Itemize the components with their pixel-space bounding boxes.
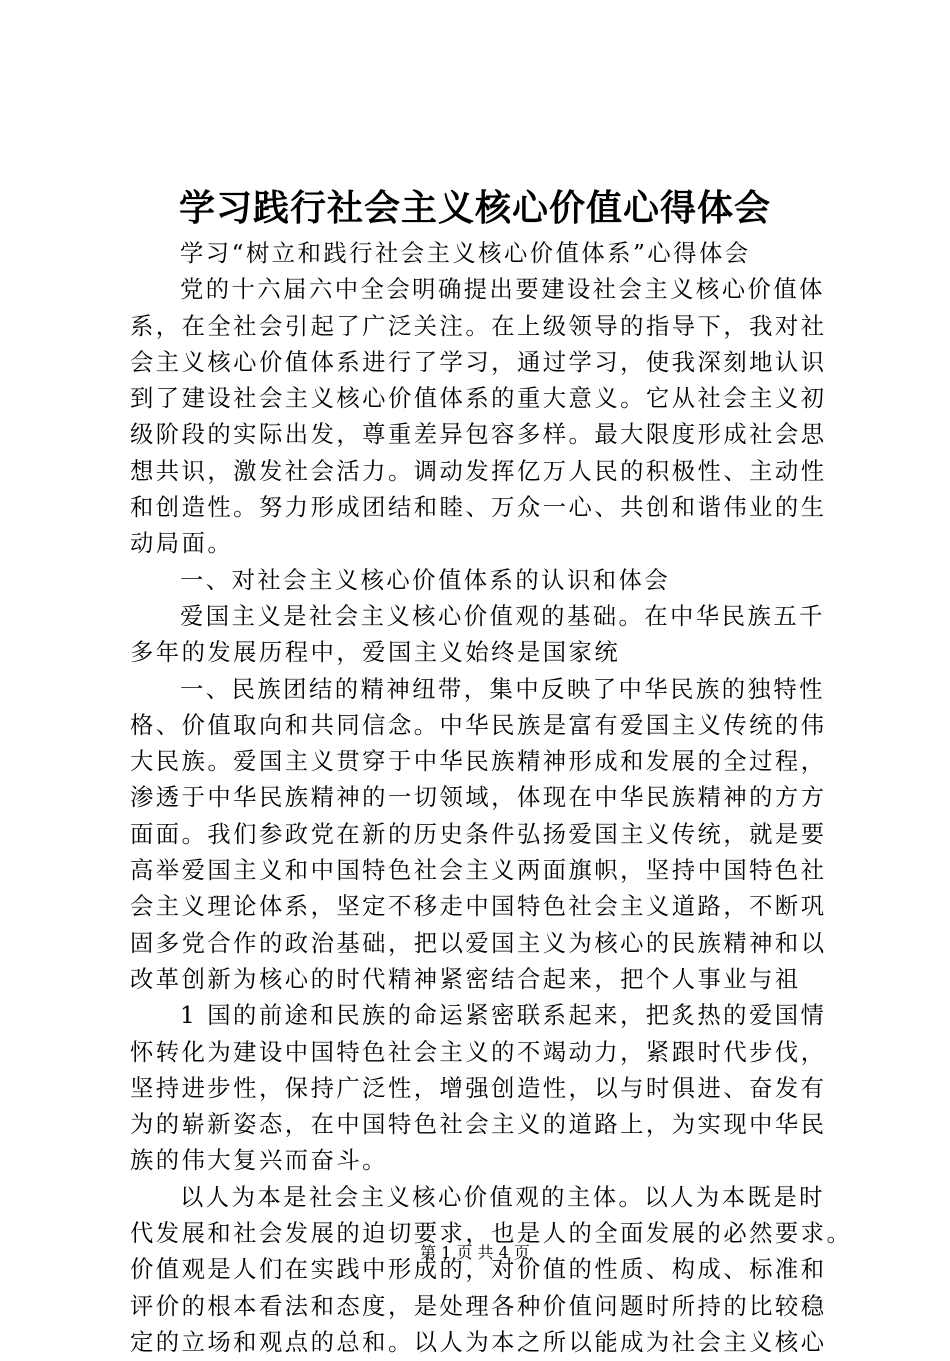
document-body [130,236,853,1361]
paragraph-line: 级阶段的实际出发，尊重差异包容多样。最大限度形成社会思 [130,421,827,449]
paragraph-line: 坚持进步性，保持广泛性，增强创造性，以与时俱进、奋发有 [130,1074,827,1102]
paragraph-line: 会主义核心价值体系进行了学习，通过学习，使我深刻地认识 [130,348,827,376]
paragraph-line: 爱国主义是社会主义核心价值观的基础。在中华民族五千 [180,602,825,630]
paragraph-line: 1 国的前途和民族的命运紧密联系起来，把炙热的爱国情 [180,1002,827,1030]
paragraph-line: 评价的根本看法和态度，是处理各种价值问题时所持的比较稳 [130,1292,827,1320]
paragraph-line: 为的崭新姿态，在中国特色社会主义的道路上，为实现中华民 [130,1111,827,1139]
paragraph-line: 怀转化为建设中国特色社会主义的不竭动力，紧跟时代步伐， [130,1038,827,1066]
paragraph-line: 想共识，激发社会活力。调动发挥亿万人民的积极性、主动性 [130,457,827,485]
paragraph-line: 价值观是人们在实践中形成的，对价值的性质、构成、标准和 [130,1256,827,1284]
paragraph-line: 高举爱国主义和中国特色社会主义两面旗帜，坚持中国特色社 [130,857,827,885]
paragraph-line: 族的伟大复兴而奋斗。 [130,1147,388,1175]
document-subtitle: 学习“树立和践行社会主义核心价值体系”心得体会 [180,240,751,267]
paragraph-line: 定的立场和观点的总和。以人为本之所以能成为社会主义核心 [130,1328,827,1356]
paragraph-line: 改革创新为核心的时代精神紧密结合起来，把个人事业与祖 [130,965,801,993]
paragraph-line: 会主义理论体系，坚定不移走中国特色社会主义道路，不断巩 [130,893,827,921]
paragraph-line: 到了建设社会主义核心价值体系的重大意义。它从社会主义初 [130,385,827,413]
paragraph-line: 渗透于中华民族精神的一切领域，体现在中华民族精神的方方 [130,784,827,812]
paragraph-line: 党的十六届六中全会明确提出要建设社会主义核心价值体 [180,276,825,304]
paragraph-line: 动局面。 [130,530,234,558]
page-number-footer: 第 1 页 共 4 页 [420,1243,530,1262]
paragraph-line: 多年的发展历程中，爱国主义始终是国家统 [130,639,621,667]
paragraph-line: 一、民族团结的精神纽带，集中反映了中华民族的独特性 [180,675,825,703]
paragraph-line: 格、价值取向和共同信念。中华民族是富有爱国主义传统的伟 [130,711,827,739]
paragraph-line: 面面。我们参政党在新的历史条件弘扬爱国主义传统，就是要 [130,820,827,848]
paragraph-line: 固多党合作的政治基础，把以爱国主义为核心的民族精神和以 [130,929,827,957]
paragraph-line: 代发展和社会发展的迫切要求，也是人的全面发展的必然要求。 [130,1220,853,1248]
section-heading: 一、对社会主义核心价值体系的认识和体会 [180,566,671,594]
document-title: 学习践行社会主义核心价值心得体会 [178,187,771,229]
paragraph-line: 和创造性。努力形成团结和睦、万众一心、共创和谐伟业的生 [130,494,827,522]
paragraph-line: 大民族。爱国主义贯穿于中华民族精神形成和发展的全过程， [130,748,827,776]
paragraph-line: 系，在全社会引起了广泛关注。在上级领导的指导下，我对社 [130,312,827,340]
paragraph-line: 以人为本是社会主义核心价值观的主体。以人为本既是时 [180,1183,825,1211]
